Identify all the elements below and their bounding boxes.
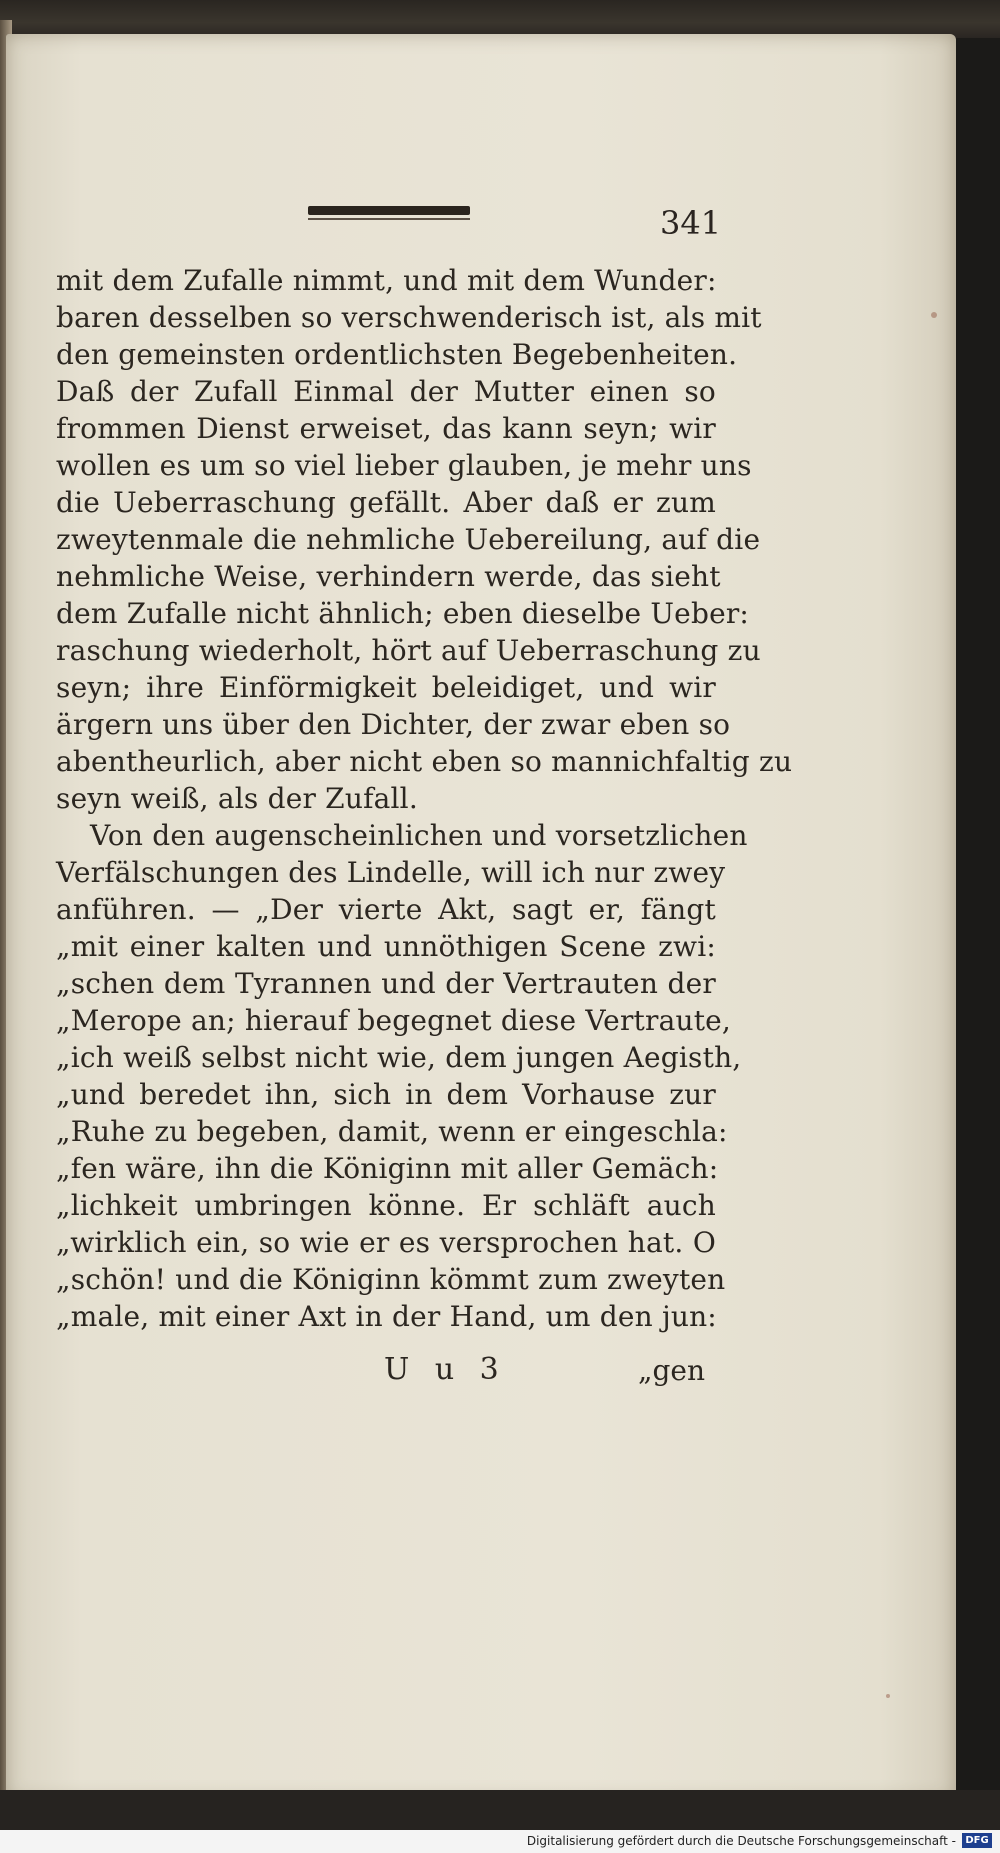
header-ornament-rule-thin — [308, 218, 470, 220]
text-line: „fen wäre, ihn die Königinn mit aller Gemäch: — [56, 1152, 719, 1185]
paper-stain — [886, 1694, 890, 1698]
text-line: wollen es um so viel lieber glauben, je mehr uns — [56, 449, 752, 482]
text-line: seyn; ihre Einförmigkeit beleidiget, und wir — [56, 671, 716, 704]
text-line: „lichkeit umbringen könne. Er schläft auch — [56, 1189, 716, 1222]
text-line: „Merope an; hierauf begegnet diese Vertraute, — [56, 1004, 732, 1037]
text-line: abentheurlich, aber nicht eben so mannichfaltig zu — [56, 745, 793, 778]
text-line: den gemeinsten ordentlichsten Begebenheiten. — [56, 338, 738, 371]
text-line: zweytenmale die nehmliche Uebereilung, auf die — [56, 523, 761, 556]
scan-top-border — [0, 0, 1000, 38]
text-line: anführen. — „Der vierte Akt, sagt er, fängt — [56, 893, 716, 926]
text-line: baren desselben so verschwenderisch ist, als mit — [56, 301, 762, 334]
text-line: mit dem Zufalle nimmt, und mit dem Wunder: — [56, 264, 717, 297]
text-line: „ich weiß selbst nicht wie, dem jungen Aegisth, — [56, 1041, 742, 1074]
text-line: Von den augenscheinlichen und vorsetzlichen — [90, 819, 748, 852]
text-line: „Ruhe zu begeben, damit, wenn er eingeschla: — [56, 1115, 728, 1148]
body-text — [56, 262, 793, 1335]
text-line: raschung wiederholt, hört auf Ueberraschung zu — [56, 634, 761, 667]
signature-mark: U u 3 — [384, 1352, 507, 1387]
text-line: Verfälschungen des Lindelle, will ich nur zwey — [56, 856, 726, 889]
page-number: 341 — [660, 204, 722, 242]
catchword: „gen — [638, 1354, 706, 1387]
text-line: seyn weiß, als der Zufall. — [56, 782, 418, 815]
text-line: „schen dem Tyrannen und der Vertrauten der — [56, 967, 716, 1000]
text-line: „mit einer kalten und unnöthigen Scene zwi: — [56, 930, 716, 963]
text-line: „und beredet ihn, sich in dem Vorhause zur — [56, 1078, 716, 1111]
text-line: dem Zufalle nicht ähnlich; eben dieselbe Ueber: — [56, 597, 750, 630]
funding-notice: Digitalisierung gefördert durch die Deutsche Forschungsgemeinschaft - — [526, 1834, 956, 1848]
text-line: Daß der Zufall Einmal der Mutter einen so — [56, 375, 716, 408]
scan-bottom-border — [0, 1790, 1000, 1830]
dfg-logo: DFG — [962, 1833, 992, 1848]
text-line: frommen Dienst erweiset, das kann seyn; wir — [56, 412, 716, 445]
paper-stain — [931, 312, 937, 318]
text-line: nehmliche Weise, verhindern werde, das sieht — [56, 560, 721, 593]
text-line: die Ueberraschung gefällt. Aber daß er zum — [56, 486, 716, 519]
text-line: „schön! und die Königinn kömmt zum zweyten — [56, 1263, 726, 1296]
header-ornament-rule — [308, 206, 470, 215]
text-line: ärgern uns über den Dichter, der zwar eben so — [56, 708, 731, 741]
text-line: „male, mit einer Axt in der Hand, um den jun: — [56, 1300, 717, 1333]
text-line: „wirklich ein, so wie er es versprochen hat. O — [56, 1226, 716, 1259]
